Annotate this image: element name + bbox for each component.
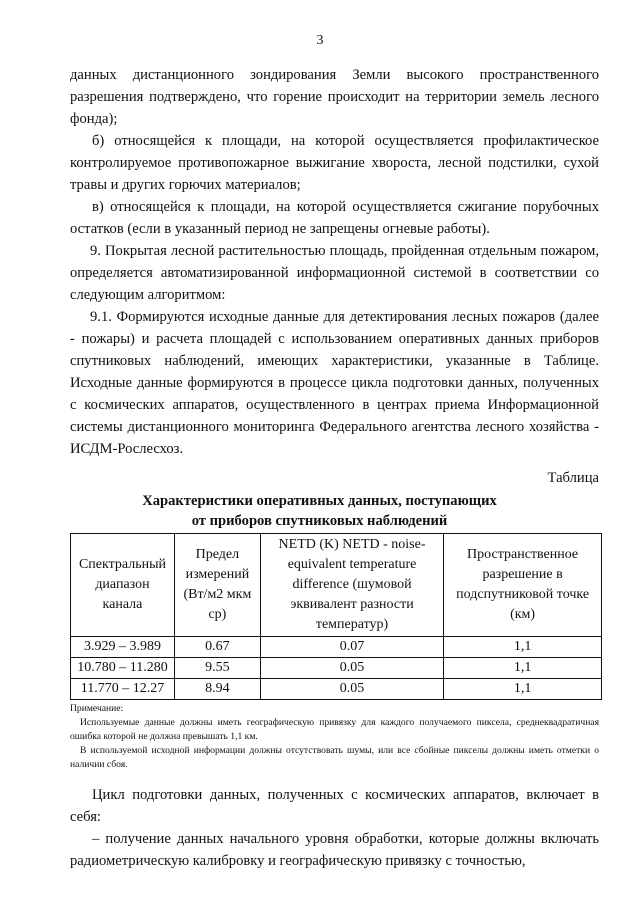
table-row <box>71 679 602 700</box>
header-spatial-resolution: Пространственное разрешение в подспутниковой точке (км) <box>444 534 602 637</box>
table-label: Таблица <box>547 470 599 486</box>
table-cell: 0.05 <box>260 679 443 700</box>
table-cell: 0.67 <box>174 637 260 658</box>
paragraph-item-b: б) относящейся к площади, на которой осуществляется профилактическое контролируемое противопожарное выжигание хвороста, лесной подстилки, сухой травы и других горючих материалов; <box>70 133 599 193</box>
paragraph-continuation: данных дистанционного зондирования Земли высокого пространственного разрешения подтверждено, что горение происходит на территории земель лесного фонда); <box>70 67 599 127</box>
page-number: 3 <box>316 33 324 48</box>
table-cell: 0.05 <box>260 658 443 679</box>
paragraph-item-v: в) относящейся к площади, на которой осуществляется сжигание порубочных остатков (если в указанный период не запрещены огневые работы). <box>70 199 599 237</box>
characteristics-table <box>70 533 602 700</box>
note-label: Примечание: <box>70 703 124 714</box>
table-cell: 3.929 – 3.989 <box>71 637 175 658</box>
table-row <box>71 658 602 679</box>
table-title-line-2: от приборов спутниковых наблюдений <box>191 513 448 529</box>
paragraph-cycle: Цикл подготовки данных, полученных с космических аппаратов, включает в себя: <box>70 787 599 825</box>
table-cell: 1,1 <box>444 679 602 700</box>
table-title-line-1: Характеристики оперативных данных, поступающих <box>142 493 497 509</box>
document-body <box>70 64 599 872</box>
paragraph-9-1: 9.1. Формируются исходные данные для детектирования лесных пожаров (далее - пожары) и расчета площадей с использованием оперативных данных приборов спутниковых наблюдений, имеющих характеристики, указанные в Таблице. Исходные данные формируются в процессе цикла подготовки данных, полученных с космических аппаратов, осуществленного в центрах приема Информационной системы дистанционного мониторинга Федерального агентства лесного хозяйства - ИСДМ-Рослесхоз. <box>70 309 599 457</box>
table-cell: 11.770 – 12.27 <box>71 679 175 700</box>
header-netd: NETD (K) NETD - noise-equivalent temperature difference (шумовой эквивалент разности температур) <box>260 534 443 637</box>
table-cell: 0.07 <box>260 637 443 658</box>
paragraph-9: 9. Покрытая лесной растительностью площадь, пройденная отдельным пожаром, определяется автоматизированной информационной системой в соответствии со следующим алгоритмом: <box>70 243 599 303</box>
header-spectral-range: Спектральный диапазон канала <box>71 534 175 637</box>
table-row <box>71 637 602 658</box>
continuation-text <box>70 784 599 872</box>
table-header-row <box>71 534 602 637</box>
table-cell: 1,1 <box>444 658 602 679</box>
header-measurement-limit: Предел измерений (Вт/м2 мкм ср) <box>174 534 260 637</box>
table-title <box>70 491 599 531</box>
note-line-1: Используемые данные должны иметь географическую привязку для каждого получаемого пиксела, среднеквадратичная ошибка которой не должна превышать 1,1 км. <box>70 717 599 742</box>
table-note <box>70 702 599 772</box>
paragraph-level-data: – получение данных начального уровня обработки, которые должны включать радиометрическую калибровку и географическую привязку с точностью, <box>70 831 599 869</box>
note-line-2: В используемой исходной информации должны отсутствовать шумы, или все сбойные пикселы должны иметь отметки о наличии сбоя. <box>70 745 599 770</box>
table-cell: 8.94 <box>174 679 260 700</box>
table-cell: 10.780 – 11.280 <box>71 658 175 679</box>
table-cell: 9.55 <box>174 658 260 679</box>
table-cell: 1,1 <box>444 637 602 658</box>
